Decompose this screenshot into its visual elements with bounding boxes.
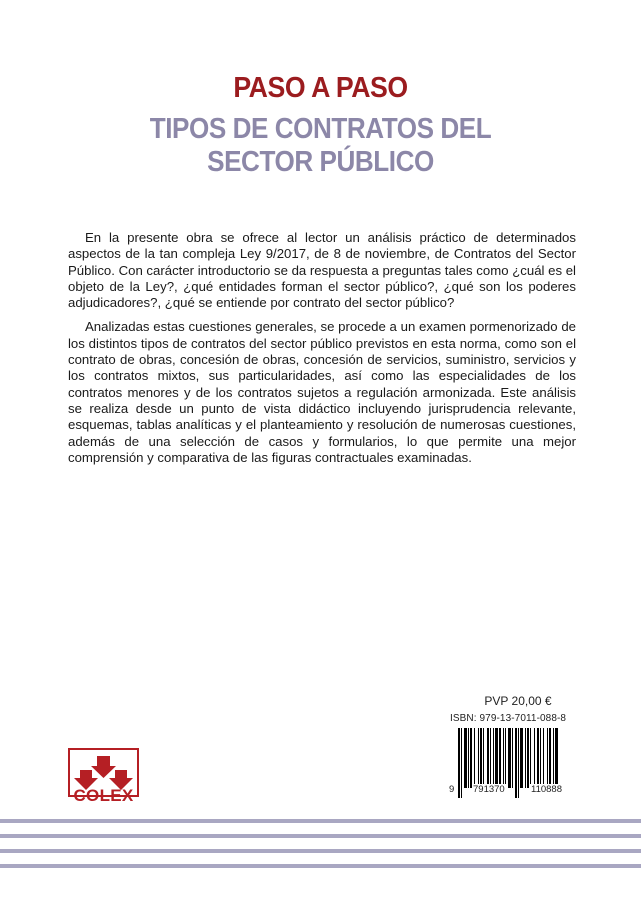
- barcode-bar: [493, 728, 494, 788]
- book-title-line-1: TIPOS DE CONTRATOS DEL: [149, 113, 492, 145]
- barcode-bar: [464, 728, 467, 788]
- barcode-digit-lead: 9: [449, 784, 455, 795]
- barcode-bar: [495, 728, 498, 788]
- isbn-label: ISBN: 979-13-7011-088-8: [450, 713, 567, 724]
- barcode-bar: [480, 728, 482, 788]
- barcode-bar: [499, 728, 501, 788]
- barcode-bar: [468, 728, 469, 788]
- barcode-bar: [505, 728, 506, 788]
- book-title: [32, 113, 609, 179]
- footer-stripe-4: [0, 864, 641, 868]
- barcode-bar: [534, 728, 535, 788]
- barcode-bar: [547, 728, 548, 788]
- barcode-bar: [487, 728, 489, 788]
- barcode-digits: [448, 784, 582, 798]
- barcode-bar: [543, 728, 544, 788]
- logo-arrow-center: [91, 756, 116, 778]
- blurb: [68, 230, 576, 474]
- barcode-bar: [508, 728, 511, 788]
- publisher-name: COLEX: [73, 786, 134, 805]
- barcode-bar: [540, 728, 541, 788]
- footer-stripe-3: [0, 849, 641, 853]
- barcode-bar: [537, 728, 539, 788]
- barcode-bar: [527, 728, 529, 788]
- series-title: PASO A PASO: [233, 72, 408, 104]
- barcode-bar: [478, 728, 479, 788]
- barcode-bar: [520, 728, 523, 788]
- barcode-bar: [525, 728, 526, 788]
- barcode-bar: [470, 728, 472, 788]
- barcode-bar: [490, 728, 491, 788]
- barcode-bar: [503, 728, 504, 788]
- barcode-bar: [549, 728, 551, 788]
- barcode-bar: [512, 728, 513, 788]
- blurb-paragraph-1: En la presente obra se ofrece al lector un análisis práctico de determinados aspectos de la tan compleja Ley 9/2017, de 8 de noviembre, de Contratos del Sector Público. Con carácter introductorio se da respuesta a preguntas tales como ¿cuál es el objeto de la Ley?, ¿qué entidades forman el sector público?, ¿qué son los poderes adjudicadores?, ¿qué se entiende por contrato del sector público?: [68, 230, 576, 311]
- price-label: PVP 20,00 €: [484, 694, 552, 708]
- blurb-paragraph-2: Analizadas estas cuestiones generales, se procede a un examen pormenorizado de los distintos tipos de contratos del sector público previstos en esta norma, como son el contrato de obras, concesión de obras, concesión de servicios, suministro, servicios y los contratos mixtos, sus particularidades, así como las especialidades de los contratos menores y de los contratos sujetos a regulación armonizada. Este análisis se realiza desde un punto de vista didáctico incluyendo jurisprudencia relevante, esquemas, tablas analíticas y el planteamiento y resolución de numerosas cuestiones, además de una selección de casos y formularios, lo que permite una mejor comprensión y comparativa de las figuras contractuales examinadas.: [68, 319, 576, 465]
- barcode-bar: [555, 728, 558, 788]
- barcode-digits-left: 791370: [473, 784, 505, 795]
- barcode-digits-right: 110888: [531, 784, 562, 795]
- barcode-bar: [474, 728, 475, 788]
- book-title-line-2: SECTOR PÚBLICO: [207, 146, 434, 178]
- barcode-bar: [553, 728, 554, 788]
- barcode-bar: [483, 728, 484, 788]
- barcode-bar: [530, 728, 531, 788]
- footer-stripe-2: [0, 834, 641, 838]
- footer-stripe-1: [0, 819, 641, 823]
